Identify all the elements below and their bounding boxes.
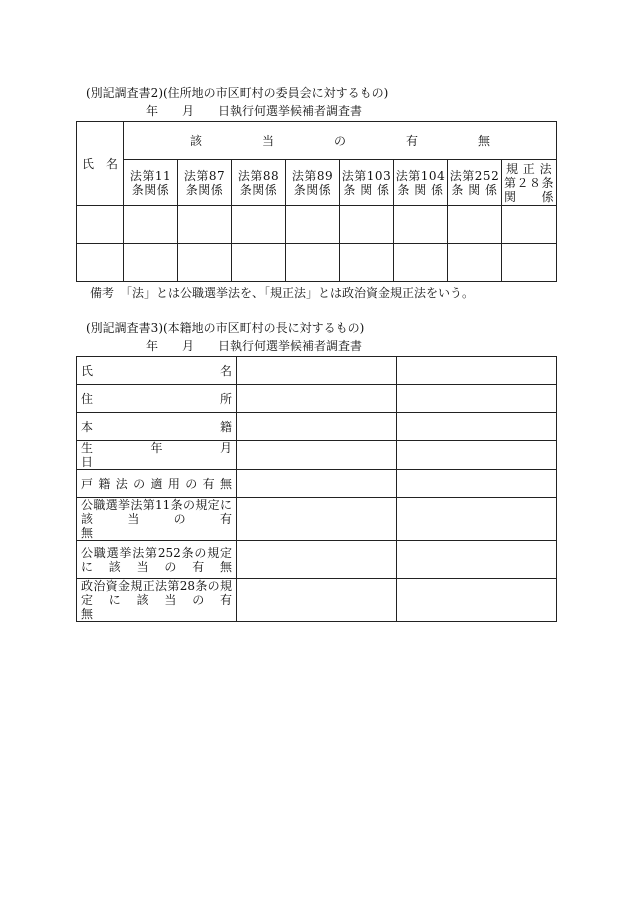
table-row	[77, 470, 557, 498]
form-3-title: 年 月 日執行何選挙候補者調査書	[146, 339, 363, 353]
form-3-table	[76, 356, 557, 622]
col-law-88: 法第88 条関係	[232, 160, 286, 206]
caption-form-2: (別記調査書2)(住所地の市区町村の委員会に対するもの)	[86, 86, 389, 100]
row-label-funding-law-28: 政治資金規正法第28条の規	[81, 579, 232, 593]
row-label-family-register: 戸 籍 法 の 適 用 の 有 無	[81, 476, 232, 491]
form-2-title: 年 月 日執行何選挙候補者調査書	[146, 104, 363, 118]
row-label-domicile: 本 籍	[81, 419, 232, 434]
row-label-name: 氏 名	[81, 363, 232, 378]
row-label-law-11: 公職選挙法第11条の規定に	[81, 498, 232, 512]
row-label-address: 住 所	[81, 391, 232, 406]
table-row: 公職選挙法第252条の規定 に 該 当 の 有 無	[77, 541, 557, 579]
col-law-89: 法第89 条関係	[286, 160, 340, 206]
col-law-103: 法第103 条 関 係	[340, 160, 394, 206]
col-law-104: 法第104 条 関 係	[394, 160, 448, 206]
row-label-law-252: 公職選挙法第252条の規定	[81, 545, 232, 560]
table-row	[77, 441, 557, 470]
table-row	[77, 357, 557, 385]
name-header: 氏 名	[77, 122, 124, 206]
col-law-252: 法第252 条 関 係	[448, 160, 502, 206]
table-row	[77, 413, 557, 441]
table-row: 政治資金規正法第28条の規 定 に 該 当 の 有 無	[77, 579, 557, 622]
col-funding-law-28: 規 正 法 第２８条 関 係	[502, 160, 557, 206]
table-row	[77, 206, 557, 244]
col-law-11: 法第11 条関係	[124, 160, 178, 206]
table-row	[77, 385, 557, 413]
table-row	[77, 244, 557, 282]
row-label-birthdate: 生 年 月 日	[81, 441, 269, 469]
table-row: 公職選挙法第11条の規定に 該 当 の 有 無	[77, 498, 557, 541]
caption-form-3: (別記調査書3)(本籍地の市区町村の長に対するもの)	[86, 321, 365, 335]
col-law-87: 法第87 条関係	[178, 160, 232, 206]
form-2-table	[76, 121, 557, 282]
applicability-header: 該 当 の 有 無	[124, 122, 557, 160]
note: 備考 「法」とは公職選挙法を、「規正法」とは政治資金規正法をいう。	[90, 286, 475, 300]
